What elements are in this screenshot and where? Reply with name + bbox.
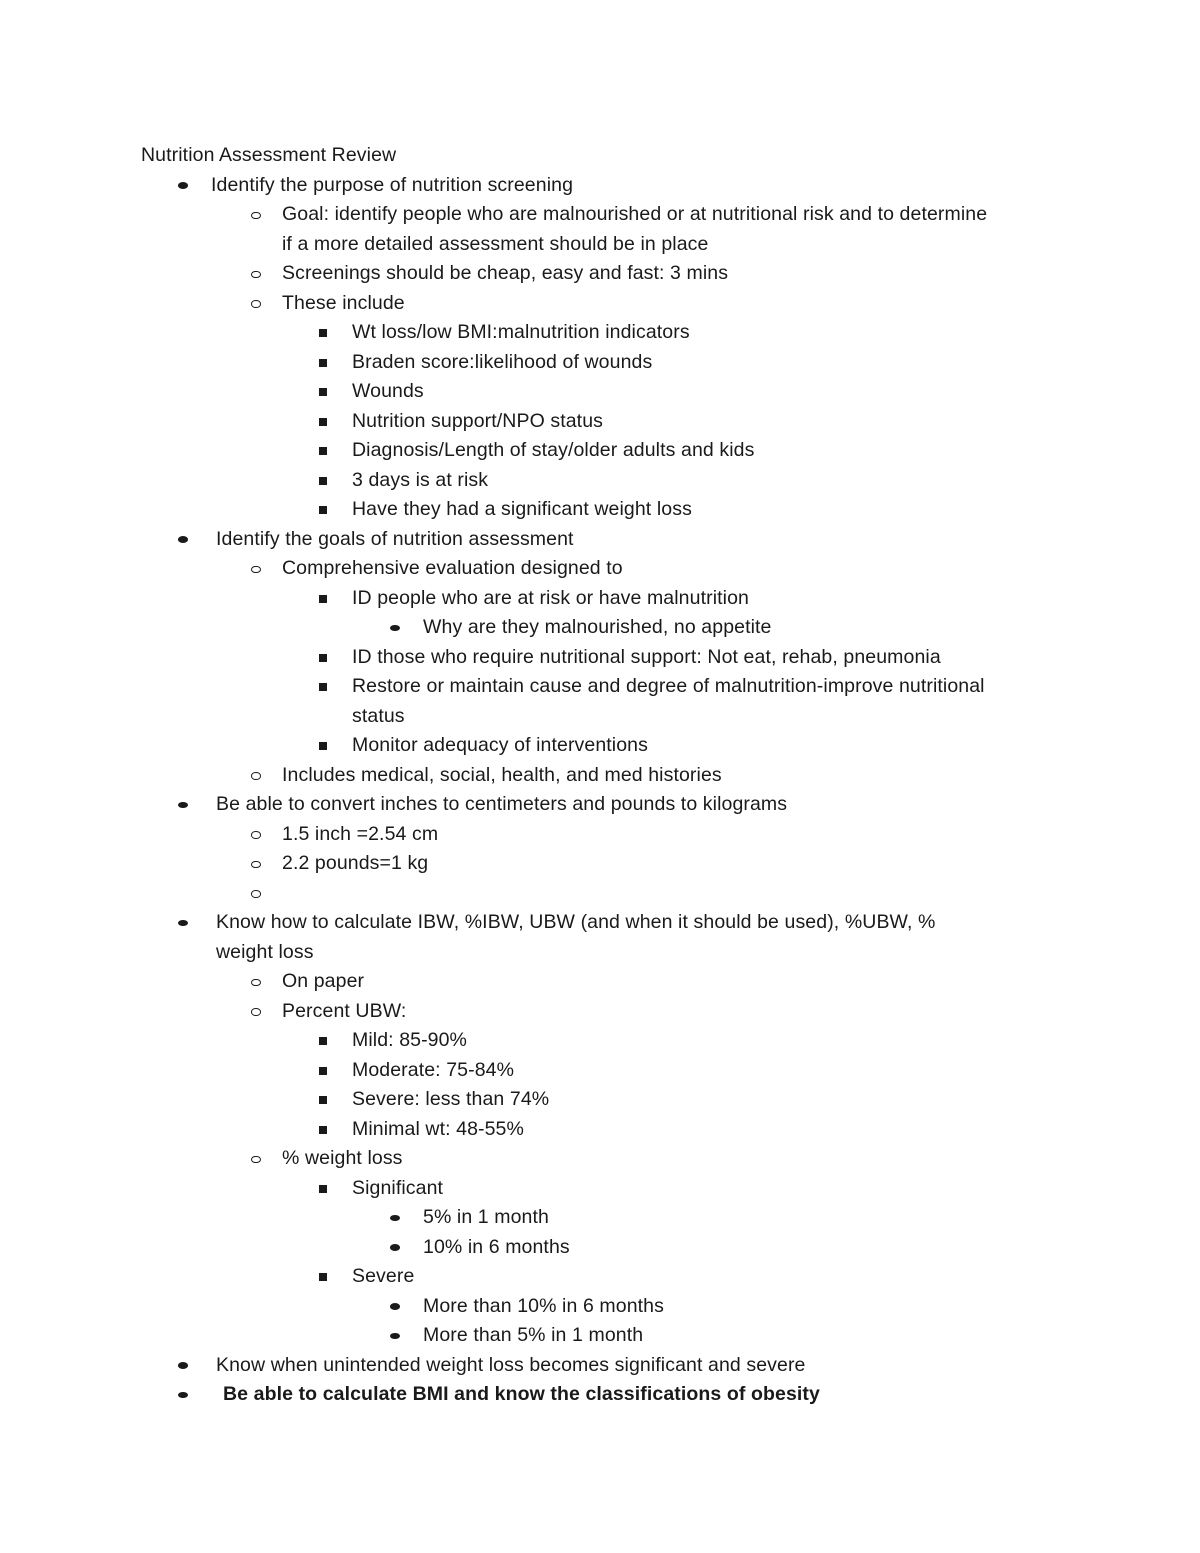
outline-item-level-2 (0, 289, 1200, 319)
outline-item-level-2 (0, 879, 1200, 909)
outline-item-text: Know how to calculate IBW, %IBW, UBW (and when it should be used), %UBW, % (216, 911, 936, 933)
outline-item-text: Screenings should be cheap, easy and fast: 3 mins (282, 262, 729, 284)
outline-item-text: 10% in 6 months (423, 1235, 570, 1258)
outline-item-level-3 (0, 1056, 1200, 1086)
circle-bullet-icon (250, 259, 262, 289)
disc-bullet-icon (389, 1321, 401, 1351)
outline-item-level-4 (0, 613, 1200, 643)
outline-item-text: % weight loss (282, 1147, 403, 1169)
outline-item-text: Restore or maintain cause and degree of malnutrition-improve nutritional (352, 675, 985, 697)
square-bullet-icon (318, 1026, 330, 1056)
outline-item-level-3 (0, 1085, 1200, 1115)
square-bullet-icon (318, 1174, 330, 1204)
outline-item-text: Be able to calculate BMI and know the classifications of obesity (223, 1383, 820, 1405)
circle-bullet-icon (250, 289, 262, 319)
outline-item-level-3 (0, 1174, 1200, 1204)
outline-item-text: 2.2 pounds=1 kg (282, 852, 429, 874)
outline-item-text: 5% in 1 month (423, 1206, 549, 1228)
outline-item-text: 1.5 inch =2.54 cm (282, 822, 439, 845)
disc-bullet-icon (389, 613, 401, 643)
outline-item-level-1 (0, 1380, 1200, 1410)
outline-item-text: Moderate: 75-84% (352, 1058, 515, 1081)
square-bullet-icon (318, 1262, 330, 1292)
document-title: Nutrition Assessment Review (141, 144, 397, 166)
outline-item-text: ID people who are at risk or have malnutrition (352, 586, 749, 609)
outline-item-level-1 (0, 790, 1200, 820)
outline-item-level-1 (0, 908, 1200, 967)
outline-item-continuation: weight loss (216, 940, 314, 963)
circle-bullet-icon (250, 879, 262, 909)
outline-item-text: Wounds (352, 380, 424, 402)
square-bullet-icon (318, 1115, 330, 1145)
outline-item-text: Braden score:likelihood of wounds (352, 350, 653, 373)
square-bullet-icon (318, 584, 330, 614)
outline-item-level-1 (0, 525, 1200, 555)
outline-item-text (282, 879, 1200, 909)
outline-item-level-1 (0, 1351, 1200, 1381)
outline-item-text: Significant (352, 1176, 444, 1199)
outline-item-text: Monitor adequacy of interventions (352, 734, 648, 756)
disc-bullet-icon (177, 790, 189, 820)
square-bullet-icon (318, 731, 330, 761)
disc-bullet-icon (177, 171, 189, 201)
circle-bullet-icon (250, 554, 262, 584)
square-bullet-icon (318, 377, 330, 407)
square-bullet-icon (318, 672, 330, 702)
outline-item-level-3 (0, 1115, 1200, 1145)
outline-item-text: On paper (282, 970, 365, 992)
outline-item-level-3 (0, 1262, 1200, 1292)
outline-item-text: ID those who require nutritional support: Not eat, rehab, pneumonia (352, 645, 941, 668)
outline-item-text: 3 days is at risk (352, 468, 489, 491)
outline-item-level-2 (0, 761, 1200, 791)
outline-item-level-4 (0, 1233, 1200, 1263)
outline-item-level-2 (0, 200, 1200, 259)
outline-item-level-3 (0, 643, 1200, 673)
circle-bullet-icon (250, 1144, 262, 1174)
outline-item-level-2 (0, 554, 1200, 584)
outline-item-continuation: if a more detailed assessment should be in place (282, 232, 709, 255)
outline-list (0, 171, 1200, 1410)
outline-item-level-2 (0, 820, 1200, 850)
outline-item-level-3 (0, 1026, 1200, 1056)
square-bullet-icon (318, 495, 330, 525)
outline-item-level-3 (0, 407, 1200, 437)
outline-item-text: More than 5% in 1 month (423, 1324, 644, 1346)
outline-item-text: Percent UBW: (282, 999, 407, 1022)
outline-item-level-3 (0, 584, 1200, 614)
outline-item-text: Identify the goals of nutrition assessment (216, 527, 574, 550)
disc-bullet-icon (389, 1203, 401, 1233)
circle-bullet-icon (250, 761, 262, 791)
outline-item-level-2 (0, 1144, 1200, 1174)
outline-item-text: Wt loss/low BMI:malnutrition indicators (352, 321, 690, 343)
outline-item-text: Why are they malnourished, no appetite (423, 616, 772, 638)
outline-item-level-3 (0, 495, 1200, 525)
outline-item-text: Identify the purpose of nutrition screening (211, 173, 574, 196)
outline-item-level-2 (0, 849, 1200, 879)
outline-item-text: Have they had a significant weight loss (352, 498, 692, 520)
outline-item-level-4 (0, 1321, 1200, 1351)
circle-bullet-icon (250, 849, 262, 879)
outline-item-text: Includes medical, social, health, and med histories (282, 763, 722, 786)
disc-bullet-icon (177, 1351, 189, 1381)
outline-item-level-3 (0, 466, 1200, 496)
outline-item-text: Know when unintended weight loss becomes significant and severe (216, 1353, 806, 1376)
outline-item-level-3 (0, 672, 1200, 731)
outline-item-text: Be able to convert inches to centimeters and pounds to kilograms (216, 793, 788, 815)
outline-item-text: Diagnosis/Length of stay/older adults and kids (352, 439, 755, 461)
circle-bullet-icon (250, 200, 262, 230)
disc-bullet-icon (389, 1292, 401, 1322)
outline-item-level-3 (0, 731, 1200, 761)
outline-item-text: Nutrition support/NPO status (352, 409, 603, 432)
outline-item-text: Severe: less than 74% (352, 1088, 550, 1110)
disc-bullet-icon (177, 908, 189, 938)
outline-item-text: These include (282, 291, 405, 314)
circle-bullet-icon (250, 820, 262, 850)
square-bullet-icon (318, 348, 330, 378)
outline-item-text: Goal: identify people who are malnourished or at nutritional risk and to determine (282, 203, 988, 225)
outline-item-text: Mild: 85-90% (352, 1029, 468, 1051)
square-bullet-icon (318, 436, 330, 466)
outline-item-level-3 (0, 348, 1200, 378)
outline-item-continuation: status (352, 704, 405, 727)
outline-item-level-4 (0, 1203, 1200, 1233)
outline-item-level-3 (0, 436, 1200, 466)
outline-item-text: More than 10% in 6 months (423, 1294, 664, 1317)
square-bullet-icon (318, 318, 330, 348)
outline-item-level-2 (0, 997, 1200, 1027)
outline-item-level-3 (0, 318, 1200, 348)
circle-bullet-icon (250, 967, 262, 997)
disc-bullet-icon (177, 525, 189, 555)
outline-item-level-2 (0, 259, 1200, 289)
disc-bullet-icon (177, 1380, 189, 1410)
circle-bullet-icon (250, 997, 262, 1027)
disc-bullet-icon (389, 1233, 401, 1263)
outline-item-level-4 (0, 1292, 1200, 1322)
outline-item-level-3 (0, 377, 1200, 407)
outline-item-level-2 (0, 967, 1200, 997)
outline-item-text: Comprehensive evaluation designed to (282, 557, 623, 579)
square-bullet-icon (318, 466, 330, 496)
square-bullet-icon (318, 643, 330, 673)
outline-item-level-1 (0, 171, 1200, 201)
square-bullet-icon (318, 407, 330, 437)
square-bullet-icon (318, 1056, 330, 1086)
square-bullet-icon (318, 1085, 330, 1115)
outline-item-text: Severe (352, 1265, 415, 1287)
outline-item-text: Minimal wt: 48-55% (352, 1117, 524, 1140)
